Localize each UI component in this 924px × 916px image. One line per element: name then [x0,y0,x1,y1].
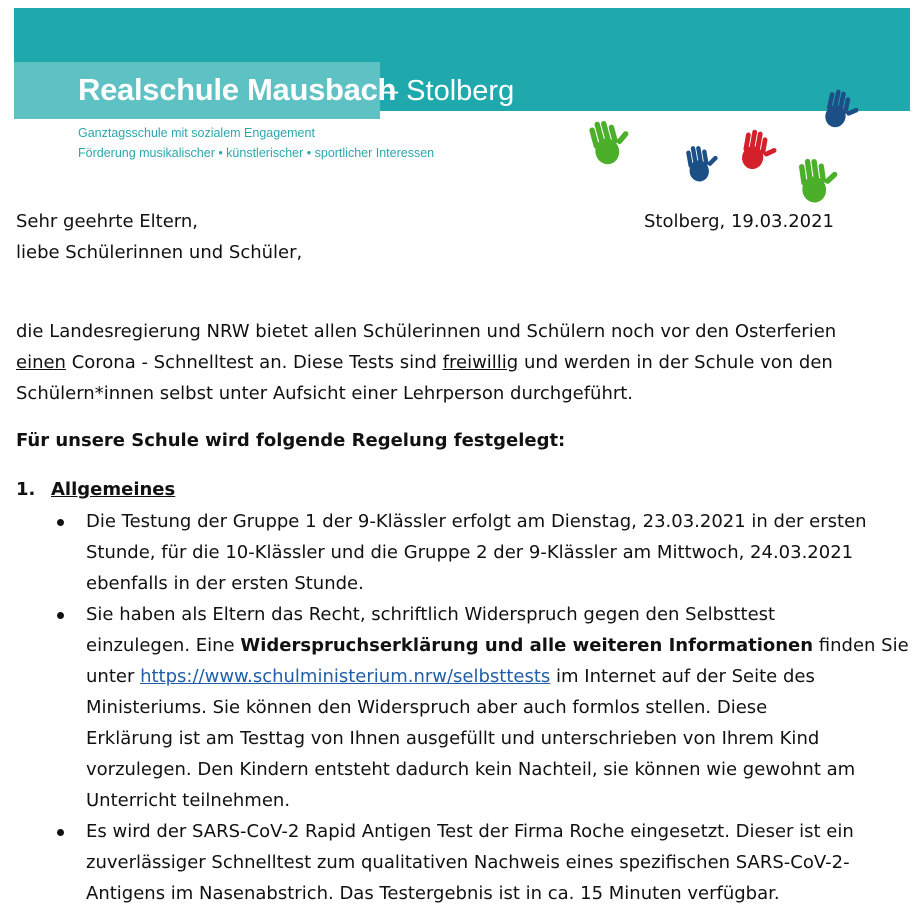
intro-line-3: Schülern*innen selbst unter Aufsicht einer Lehrperson durchgeführt. [16,383,634,404]
intro-line-1: die Landesregierung NRW bietet allen Schülerinnen und Schülern noch vor den Osterferien [16,321,837,342]
bullet-2-line-2-text-b: finden Sie [813,635,909,656]
bullet-1-line-1: Die Testung der Gruppe 1 der 9-Klässler erfolgt am Dienstag, 23.03.2021 in der ersten [86,511,867,532]
emphasis-freiwillig: freiwillig [442,352,519,373]
bullet-3-line-2: zuverlässiger Schnelltest zum qualitativen Nachweis eines spezifischen SARS-CoV-2- [86,852,850,873]
bullet-1-line-3: ebenfalls in der ersten Stunde. [86,573,364,594]
place-and-date: Stolberg, 19.03.2021 [644,211,835,232]
bullet-1-line-2: Stunde, für die 10-Klässler und die Gruppe 2 der 9-Klässler am Mittwoch, 24.03.2021 [86,542,854,563]
bullet-2-line-4: Ministeriums. Sie können den Widerspruch aber auch formlos stellen. Diese [86,697,768,718]
bullet-3-line-1: Es wird der SARS-CoV-2 Rapid Antigen Test der Firma Roche eingesetzt. Dieser ist ein [86,821,854,842]
bullet-icon [57,612,64,619]
salutation-line-2: liebe Schülerinnen und Schüler, [16,242,303,263]
school-location: – Stolberg [382,75,515,107]
bullet-2-line-7: Unterricht teilnehmen. [86,790,291,811]
section-heading [16,474,175,505]
intro-line-2-text-b: und werden in der Schule von den [518,352,833,373]
intro-line-2-text-a: Corona - Schnelltest an. Diese Tests sind [65,352,443,373]
emphasis-einen: einen [16,352,66,373]
school-name: Realschule Mausbach [78,72,397,107]
bullet-2-line-5: Erklärung ist am Testtag von Ihnen ausgefüllt und unterschrieben von Ihrem Kind [86,728,820,749]
bullet-icon [57,829,64,836]
bullet-icon [57,519,64,526]
red-hand-icon [730,126,778,174]
list-item [0,506,924,599]
bullet-list [0,506,924,909]
list-item [0,599,924,816]
green-hand-icon [578,116,632,170]
salutation-line-1: Sehr geehrte Eltern, [16,211,198,232]
blue-hand-icon [676,142,720,186]
blue-hand-icon [814,86,860,132]
bullet-2-line-3 [86,661,924,692]
bullet-2-line-2-text-a: einzulegen. Eine [86,635,241,656]
rule-heading: Für unsere Schule wird folgende Regelung festgelegt: [16,430,566,451]
section-title: Allgemeines [51,479,176,500]
bullet-2-line-2 [86,630,924,661]
bullet-2-line-3-text-a: unter [86,666,141,687]
section-number: 1. [16,479,36,500]
bullet-2-bold-text: Widerspruchserklärung und alle weiteren Informationen [240,635,814,656]
green-hand-icon [786,154,840,208]
bullet-2-line-1: Sie haben als Eltern das Recht, schriftlich Widerspruch gegen den Selbsttest [86,604,776,625]
intro-paragraph [16,316,912,409]
bullet-2-line-3-text-b: im Internet auf der Seite des [550,666,815,687]
intro-line-2 [16,347,912,378]
bullet-3-line-3: Antigens im Nasenabstrich. Das Testergebnis ist in ca. 15 Minuten verfügbar. [86,883,780,904]
bullet-2-line-6: vorzulegen. Den Kindern entsteht dadurch kein Nachteil, sie können wie gewohnt am [86,759,856,780]
school-tagline-1: Ganztagsschule mit sozialem Engagement [78,126,315,140]
ministry-link[interactable]: https://www.schulministerium.nrw/selbsttests [140,666,551,687]
school-tagline-2: Förderung musikalischer • künstlerischer • sportlicher Interessen [78,146,435,160]
list-item [0,816,924,909]
